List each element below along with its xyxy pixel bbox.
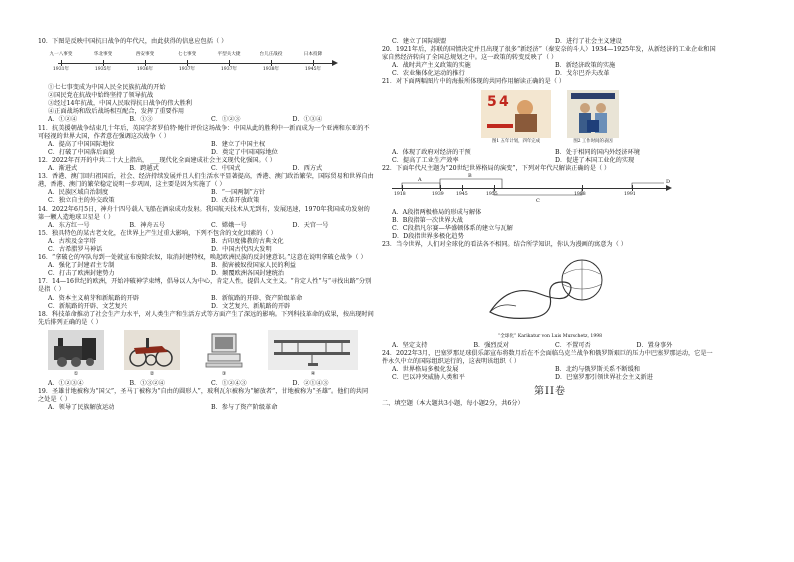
option-c[interactable]: C．新航路的开辟、文艺复兴 — [48, 302, 127, 310]
timeline-tick — [103, 60, 104, 66]
svg-text:5: 5 — [487, 93, 497, 110]
option-d[interactable]: D．②①④③ — [292, 380, 329, 387]
q10-item: ③经过14年抗战，中国人民取得抗日战争的伟大胜利 — [48, 100, 192, 108]
timeline-year: 1938年 — [262, 67, 280, 73]
figure-label: ① — [73, 370, 79, 377]
option-b[interactable]: B．强烈反对 — [473, 341, 509, 349]
option-a[interactable]: A．①②③④ — [48, 380, 84, 387]
option-b[interactable]: B．神舟五号 — [129, 221, 165, 229]
option-c[interactable]: C．打击了欧洲封建势力 — [48, 270, 115, 278]
option-b[interactable]: B．①③ — [129, 116, 153, 124]
timeline-year: 1936年 — [136, 67, 154, 73]
q23-stem: 23．当今世界，人们对全球化的看法各不相同。结合所学知识，你认为漫画的寓意为（ ） — [382, 241, 627, 249]
q11-options — [48, 141, 374, 157]
q18-options — [48, 380, 374, 388]
option-a[interactable]: A．坚定支持 — [392, 341, 428, 349]
timeline-year: 1935年 — [94, 67, 112, 73]
early-automobile-icon — [124, 330, 180, 370]
q22-stem: 22．下面年代尺主题为“20世纪世界格局的演变”，下列对年代尺解读正确的是（ ） — [382, 164, 611, 172]
figure-label: ④ — [310, 370, 316, 377]
poster-caption: 图1 五年计划，四年完成 — [491, 138, 541, 144]
q10-stem: 10．下图是反映中国抗日战争的年代尺，由此获得的信息应包括（ ） — [38, 38, 228, 45]
q20-options — [392, 62, 718, 78]
q12-stem: 12．2022年召开的中共二十大上指出， ___现代化全面建成社会主义现代化强国。（ ） — [38, 156, 276, 164]
option-d[interactable]: D．文艺复兴、新航路的开辟 — [211, 302, 291, 310]
option-b[interactable]: B．“一国两制”方针 — [211, 189, 266, 197]
q21-stem: 21．对下面两幅图片中的海报所体现的共同作用解读正确的是（ ） — [382, 78, 566, 86]
timeline-year: 1955 — [486, 191, 498, 197]
option-a[interactable]: A．世界格局多极化发展 — [392, 365, 459, 373]
option-d[interactable]: D．西方式 — [292, 165, 323, 173]
option-b[interactable]: B．处于相同的国内外经济环境 — [555, 148, 640, 156]
option-d[interactable]: D．①③④ — [292, 116, 323, 124]
timeline-tick — [229, 60, 230, 66]
q19-stem: 19．圣雄甘地被称为“国父”，圣马丁被称为“自由的圆形人”，玻利瓦尔被称为“解放者”，甘地被称为“圣雄”。他们的共同之处是（ ） — [38, 388, 369, 404]
q10-timeline — [38, 48, 374, 82]
q22-option-d[interactable]: D．D段指世界多极化趋势 — [392, 233, 464, 241]
q15-options — [48, 238, 374, 254]
option-a[interactable]: A．体现了政府对经济的干预 — [392, 148, 471, 156]
cartoon-caption: “全球化” Karikatur von Luis Murschetz, 1998 — [497, 334, 603, 340]
option-b[interactable]: B．①③②④ — [129, 380, 165, 387]
svg-text:4: 4 — [499, 93, 509, 110]
figure-automobile — [124, 330, 180, 378]
timeline-event: 西安事变 — [135, 52, 155, 58]
option-c[interactable]: C．①②④③ — [211, 380, 247, 387]
figure-label: ② — [149, 370, 155, 377]
timeline-tick — [271, 60, 272, 66]
q22-option-b[interactable]: B．B段指第一次世界大战 — [392, 217, 463, 225]
q22-option-c[interactable]: C．C段指凡尔赛—华盛顿体系的建立与瓦解 — [392, 225, 513, 233]
q10-item: ①七七事变成为中国人民全民族抗战的开始 — [48, 84, 166, 92]
option-c[interactable]: C．中国式 — [211, 165, 241, 173]
timeline-event: 七七事变 — [177, 52, 197, 58]
option-d[interactable]: D．颠覆欧洲各国封建统治 — [211, 270, 285, 278]
option-c[interactable]: C．农业集体化运动的推行 — [392, 70, 465, 78]
option-a[interactable]: A．民族区域自治制度 — [48, 189, 109, 197]
timeline-year: 1988 — [574, 191, 586, 197]
option-a[interactable]: A．东方红一号 — [48, 221, 90, 229]
section-instruction: 二、填空题（本大题共3小题，每小题2分，共6分） — [382, 400, 524, 408]
option-a[interactable]: A．强化了封建君主专制 — [48, 262, 115, 270]
timeline-letter: B — [468, 172, 472, 179]
timeline-year: 1991 — [624, 191, 636, 197]
option-b[interactable]: B．参与了资产阶级革命 — [211, 404, 278, 412]
timeline-tick — [313, 60, 314, 66]
option-a[interactable]: A．古埃及金字塔 — [48, 237, 96, 245]
q16-options — [48, 262, 374, 278]
option-b[interactable]: B．古印度佛教的古典文化 — [211, 237, 284, 245]
timeline-year: 1945 — [456, 191, 468, 197]
section-title: 第II卷 — [534, 385, 566, 397]
q16-stem: 16．“拿破仑的军队每到一处就宣布废除农奴，取消封建特权，唤起欧洲民族的反封建意识。”这意在说明拿破仑战争（ ） — [38, 254, 367, 262]
option-b[interactable]: B．建立了中国主权 — [211, 140, 266, 148]
option-d[interactable]: D．促进了本国工业化的实现 — [555, 156, 635, 164]
timeline-letter: A — [418, 176, 422, 183]
option-c[interactable]: C．①②③ — [211, 116, 241, 124]
option-c[interactable]: C．巴以冲突威胁人类和平 — [392, 373, 465, 381]
q14-options — [48, 222, 374, 230]
q21-options — [392, 149, 718, 165]
option-d[interactable]: D．改革开放政策 — [211, 197, 260, 205]
timeline-year: 1939 — [432, 191, 444, 197]
timeline-event: 台儿庄战役 — [259, 52, 283, 58]
steam-locomotive-icon — [48, 330, 104, 370]
option-d[interactable]: D．奠定了中国国际地位 — [211, 148, 278, 156]
timeline-event: 华北事变 — [93, 52, 113, 58]
q18-figures — [48, 330, 358, 378]
computer-icon — [200, 330, 248, 370]
q23-options — [392, 342, 718, 350]
q13-options — [48, 189, 374, 205]
option-b[interactable]: B．新经济政策的实施 — [555, 62, 616, 70]
right-column — [382, 38, 718, 408]
option-d[interactable]: D．天宫一号 — [292, 221, 329, 229]
figure-locomotive — [48, 330, 104, 378]
q19-options — [48, 404, 374, 412]
timeline-tick — [187, 60, 188, 66]
q24-stem: 24．2022年3月，巴塞罗那足球俱乐部宣布将数月后在不会面临乌克兰战争和俄罗斯艰巨的压力中巴塞罗那运动，它是一件永久中立的国际组织运行的，这表明该组织（ ） — [382, 349, 713, 365]
q20-stem: 20．1921年后，苏联的国情决定并且出现了很多“新经济”（秦安奈的斗人）1934—1925年发，从新经济的工业企业和国家自然经济转向了全国总规划之中。这一政策的转变反映了（ ） — [382, 46, 716, 62]
timeline-event: 九一八事变 — [49, 52, 73, 58]
option-d[interactable]: D．戈尔巴乔夫改革 — [555, 70, 610, 78]
q14-stem: 14．2022年6月5日，神舟十四号载人飞船在酒泉成功发射。我国航天技术从无到有，发展迅速，1970年我国成功发射的第一颗人造地球卫星是（ ） — [38, 205, 370, 221]
q23-cartoon — [382, 252, 718, 330]
q10-item: ②国民党在抗战中始终坚持了领导抗战 — [48, 92, 154, 100]
timeline-year: 1931年 — [52, 67, 70, 73]
timeline-letter: D — [666, 178, 671, 185]
q15-stem: 15．独具特色的某古老文化，在世界上产生过重大影响，下列不包含的文化因素的（ ） — [38, 229, 277, 237]
option-c[interactable]: C．嫦娥一号 — [211, 221, 247, 229]
option-c[interactable]: C．打破了中国落后面貌 — [48, 148, 115, 156]
figure-label: ③ — [221, 370, 227, 377]
globalization-cartoon-icon — [470, 252, 630, 330]
poster-1 — [481, 90, 551, 146]
q18-stem: 18．科技革命推动了社会生产力水平，对人类生产和生活方式等方面产生了深远的影响。下列科技革命的成果，按出现时间先后排列正确的是（ ） — [38, 310, 374, 326]
option-b[interactable]: B．损害被奴役国家人民的利益 — [211, 262, 296, 270]
option-a[interactable]: A．渐进式 — [48, 165, 78, 173]
option-b[interactable]: B．新航路的开辟、资产阶级革命 — [211, 294, 303, 302]
soviet-poster-icon — [481, 90, 551, 138]
timeline-arrow — [332, 60, 338, 66]
nra-poster-icon — [567, 90, 619, 138]
option-c[interactable]: C．古希腊罗马神话 — [48, 245, 103, 253]
q10-options — [48, 116, 374, 124]
figure-airplane — [268, 330, 358, 378]
option-a[interactable]: A．资本主义萌芽和新航路的开辟 — [48, 294, 140, 302]
option-a[interactable]: A．战时共产主义政策的实施 — [392, 62, 471, 70]
option-d[interactable]: D．进行了社会主义建设 — [555, 38, 622, 45]
q10-item: ④正面战场和敌后战场相互配合，发挥了重要作用 — [48, 108, 185, 116]
poster-caption: 图2 工作时间的表因 — [573, 138, 613, 144]
timeline-year: 1918 — [394, 191, 406, 197]
q12-options — [48, 165, 374, 173]
timeline-axis — [58, 63, 334, 64]
option-d[interactable]: D．巴塞罗那引领世界社会主义新进 — [555, 373, 653, 381]
figure-computer — [200, 330, 248, 378]
option-a[interactable]: A．①②④ — [48, 116, 78, 124]
timeline-tick — [61, 60, 62, 66]
option-d[interactable]: D．中国古代四大发明 — [211, 245, 272, 253]
timeline-event: 平型关大捷 — [217, 52, 241, 58]
poster-2 — [567, 90, 619, 146]
timeline-event: 日本投降 — [303, 52, 323, 58]
timeline-year: 1945年 — [304, 67, 322, 73]
biplane-icon — [268, 330, 358, 370]
q11-stem: 11．抗美援朝战争结束几十年后，英国学者罗伯特·鲍什评价这场战争：中国从此的胜利中一新而成为一个亚洲和东亚的不可轻视的世界大国，作者意在强调这次战争（ ） — [38, 124, 370, 140]
option-c[interactable]: C．建立了国际联盟 — [392, 38, 447, 45]
option-a[interactable]: A．领导了民族解放运动 — [48, 404, 115, 412]
timeline-letter: C — [536, 197, 540, 204]
left-column — [38, 38, 374, 412]
q17-stem: 17．14—16世纪的欧洲，开始冲破神学束缚，倡导以人为中心，肯定人性，提倡人文主义。“肯定人性”与“寻找出路”分别是指（ ） — [38, 278, 372, 294]
q17-options — [48, 295, 374, 311]
timeline-tick — [145, 60, 146, 66]
option-b[interactable]: B．跨越式 — [129, 165, 159, 173]
option-c[interactable]: C．独立自主的外交政策 — [48, 197, 115, 205]
option-c[interactable]: C．不置可否 — [555, 341, 591, 349]
option-d[interactable]: D．置身事外 — [636, 341, 673, 349]
q21-posters — [382, 90, 718, 146]
q22-option-a[interactable]: A．A段指两极格局的形成与解体 — [392, 208, 482, 216]
q22-timeline — [382, 172, 718, 207]
option-a[interactable]: A．提高了中国国际地位 — [48, 140, 115, 148]
option-c[interactable]: C．提高了工业生产效率 — [392, 156, 459, 164]
timeline-year: 1937年 — [220, 67, 238, 73]
q13-stem: 13．香港、澳门回归祖国后，社会、经济持续发展并且人们生活水平显著提高，香港、澳门政治繁荣，国际贸易和世界自由港，香港、澳门的繁荣稳定说明一步巩固，这主要是因为实施了（ ） — [38, 173, 374, 189]
option-b[interactable]: B．北约与俄罗斯关系不断缓和 — [555, 365, 640, 373]
timeline-year: 1937年 — [178, 67, 196, 73]
q19-options-continued — [392, 38, 718, 46]
q24-options — [392, 366, 718, 382]
